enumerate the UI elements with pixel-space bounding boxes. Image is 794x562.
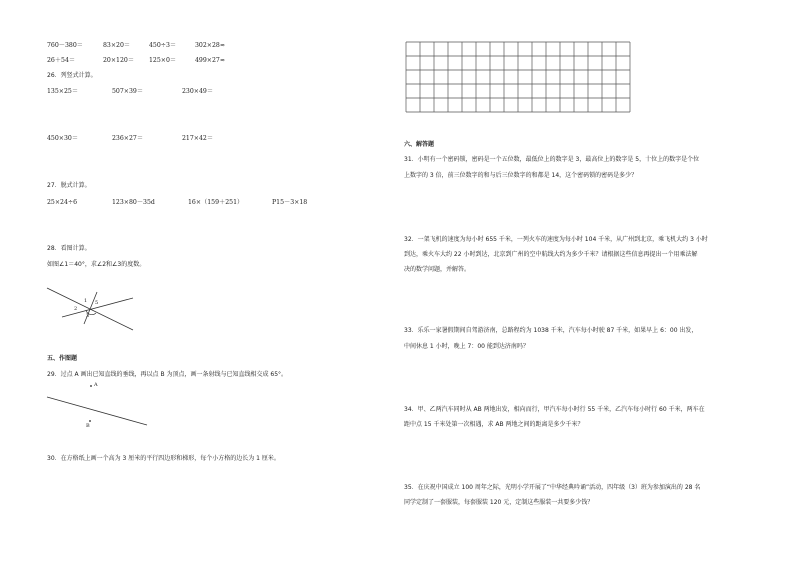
angle-label-5: 5	[95, 300, 99, 306]
q26-item-3: 230×49＝	[182, 88, 214, 95]
calc-r2-4: 499×27≈	[195, 57, 226, 64]
section5-title: 五、作图题	[47, 355, 78, 362]
angle-label-2: 2	[74, 306, 78, 312]
q28-title: 28．看图计算。	[47, 245, 91, 252]
q32-line2: 到达，乘火车大约 22 小时到达，北京到广州的空中航线大约为多少千米？请根据这些信息再提出一个用乘法解	[404, 251, 698, 258]
point-a-label: A	[94, 382, 98, 388]
section6-title: 六、解答题	[404, 141, 435, 148]
q27-title: 27．脱式计算。	[47, 182, 91, 189]
calc-r1-4: 302×28≈	[195, 42, 226, 49]
point-b-label: B	[86, 423, 90, 429]
angle-label-1: 1	[84, 298, 88, 304]
q31-line2: 上数字的 3 倍，前三位数字的和与后三位数字的和都是 14，这个密码锁的密码是多少？	[404, 172, 638, 179]
q33-line2: 中间休息 1 小时，晚上 7：00 能到达济南吗？	[404, 343, 529, 350]
calc-r1-2: 83×20＝	[103, 42, 131, 49]
q26-item-5: 236×27＝	[112, 135, 144, 142]
q27-item-3: 16×（159＋251）	[188, 199, 244, 206]
q34-line2: 距中点 15 千米处第一次相遇，求 AB 两地之间的距离是多少千米？	[404, 421, 584, 428]
q28-text: 如图∠1＝40°，求∠2和∠3的度数。	[47, 261, 146, 268]
q33-line1: 33．乐乐一家暑假期间自驾游济南，总路程约为 1038 千米，汽车每小时驶 87 千米，如果早上 6：00 出发，	[404, 327, 698, 334]
q26-item-6: 217×42＝	[182, 135, 214, 142]
calc-r2-2: 20×120＝	[103, 57, 135, 64]
q26-item-4: 450×30＝	[47, 135, 79, 142]
calc-r2-1: 26＋54＝	[47, 57, 76, 64]
calc-r2-3: 125×0＝	[149, 57, 177, 64]
q32-line1: 32．一架飞机的速度为每小时 655 千米，一列火车的速度为每小时 104 千米，从广州到北京，乘飞机大约 3 小时	[404, 236, 708, 243]
q29-text: 29．过点 A 画出已知直线的垂线，再以点 B 为顶点，画一条射线与已知直线相交成 65°。	[47, 371, 288, 378]
q32-line3: 决的数学问题，并解答。	[404, 266, 471, 273]
q27-item-4: P15－3×18	[272, 199, 308, 206]
q35-line2: 同学定制了一套服装，每套服装 120 元，定制这些服装一共要多少钱？	[404, 499, 594, 506]
q27-item-1: 25×24÷6	[47, 199, 78, 206]
q31-line1: 31．小明有一个密码锁，密码是一个五位数，最低位上的数字是 3，最高位上的数字是 5，十位上的数字是个位	[404, 156, 700, 163]
q34-line1: 34．甲、乙两汽车同时从 AB 两地出发，相向而行，甲汽车每小时行 55 千米，乙汽车每小时行 60 千米，两车在	[404, 406, 705, 413]
q26-item-2: 507×39＝	[112, 88, 144, 95]
q26-title: 26．列竖式计算。	[47, 72, 97, 79]
calc-r1-1: 760－380＝	[47, 42, 83, 49]
q35-line1: 35．在庆祝中国成立 100 周年之际，光明小学开展了“中华经典吟诵”活动，四年级（3）班为参加演出的 28 名	[404, 484, 701, 491]
angle-label-3: 3	[86, 313, 90, 319]
q26-item-1: 135×25＝	[47, 88, 79, 95]
calc-r1-3: 450÷3＝	[149, 42, 177, 49]
q30-text: 30．在方格纸上画一个高为 3 厘米的平行四边形和梯形，每个小方格的边长为 1 厘米。	[47, 455, 280, 462]
q27-item-2: 123×80－35d	[112, 199, 155, 206]
